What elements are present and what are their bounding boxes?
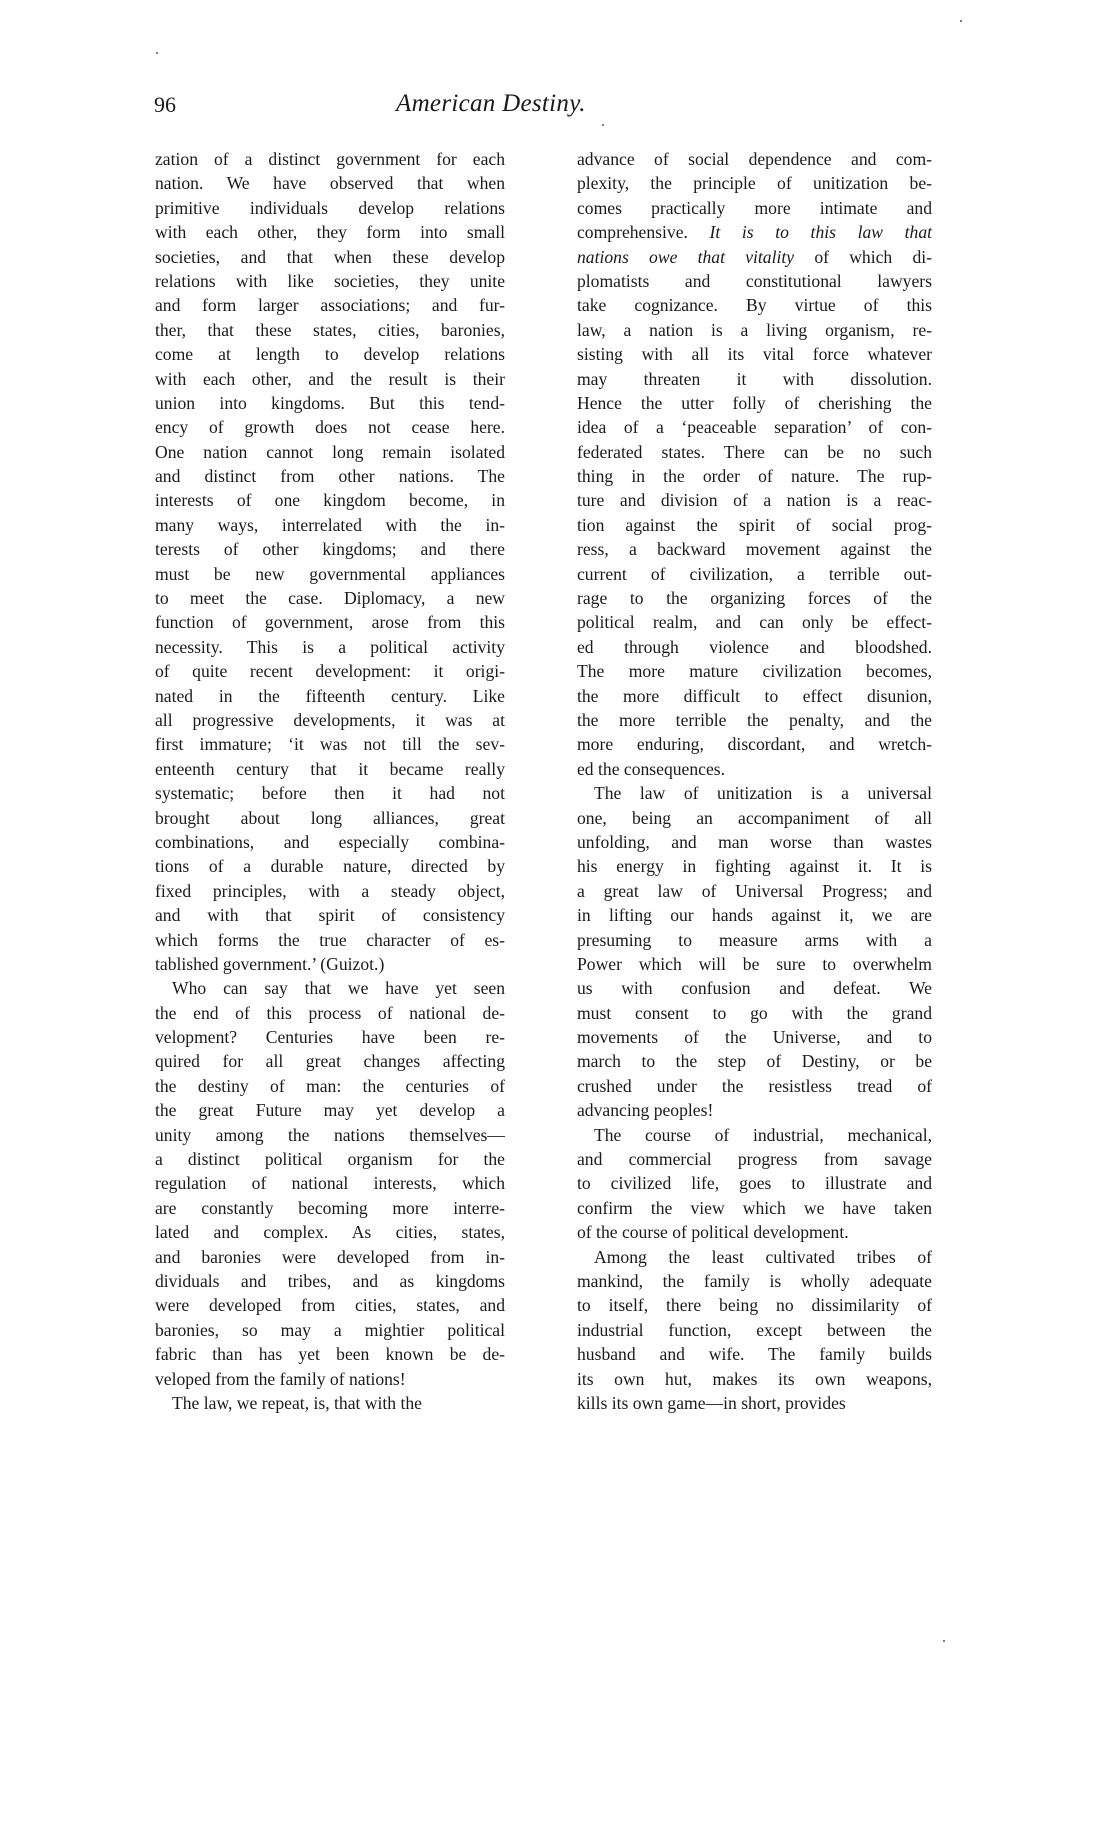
running-title: American Destiny.: [396, 90, 586, 117]
text-line: to itself, there being no dissimilarity of: [577, 1295, 932, 1316]
text-line: thing in the order of nature. The rup-: [577, 466, 932, 487]
text-line: enteenth century that it became really: [155, 758, 505, 779]
text-line: function of government, arose from this: [155, 612, 505, 633]
text-line: terests of other kingdoms; and there: [155, 539, 505, 560]
text-line: with each other, they form into small: [155, 222, 505, 243]
text-line: nation. We have observed that when: [155, 173, 505, 194]
text-line: his energy in fighting against it. It is: [577, 856, 932, 877]
text-line: a distinct political organism for the: [155, 1149, 505, 1170]
text-line: take cognizance. By virtue of this: [577, 295, 932, 316]
text-line: and commercial progress from savage: [577, 1149, 932, 1170]
text-line: are constantly becoming more interre-: [155, 1197, 505, 1218]
text-line: nations owe that vitality of which di-: [577, 246, 932, 267]
text-line: kills its own game—in short, provides: [577, 1392, 846, 1413]
text-line: lated and complex. As cities, states,: [155, 1222, 505, 1243]
text-line: Among the least cultivated tribes of: [594, 1246, 932, 1267]
text-line: tablished government.’ (Guizot.): [155, 953, 385, 974]
text-line: husband and wife. The family builds: [577, 1344, 932, 1365]
text-line: and form larger associations; and fur-: [155, 295, 505, 316]
text-line: relations with like societies, they unite: [155, 270, 505, 291]
text-line: the more difficult to effect disunion,: [577, 685, 932, 706]
text-line: the end of this process of national de-: [155, 1002, 505, 1023]
text-line: plexity, the principle of unitization be-: [577, 173, 932, 194]
text-line: with each other, and the result is their: [155, 368, 505, 389]
text-line: plomatists and constitutional lawyers: [577, 270, 932, 291]
text-line: tions of a durable nature, directed by: [155, 856, 505, 877]
text-line: veloped from the family of nations!: [155, 1368, 406, 1389]
text-line: societies, and that when these develop: [155, 246, 505, 267]
text-line: sisting with all its vital force whatever: [577, 344, 932, 365]
text-line: combinations, and especially combina-: [155, 831, 505, 852]
text-line: ed through violence and bloodshed.: [577, 636, 932, 657]
text-line: the more terrible the penalty, and the: [577, 709, 932, 730]
text-line: Power which will be sure to overwhelm: [577, 953, 932, 974]
text-line: which forms the true character of es-: [155, 929, 505, 950]
running-head: [154, 92, 854, 126]
text-line: first immature; ‘it was not till the sev-: [155, 734, 505, 755]
text-line: in lifting our hands against it, we are: [577, 905, 932, 926]
text-line: primitive individuals develop relations: [155, 197, 505, 218]
text-line: political realm, and can only be effect-: [577, 612, 932, 633]
text-line: tion against the spirit of social prog-: [577, 514, 932, 535]
text-line: Who can say that we have yet seen: [172, 978, 505, 999]
text-line: us with confusion and defeat. We: [577, 978, 932, 999]
text-line: ther, that these states, cities, baronies,: [155, 319, 505, 340]
text-line: advance of social dependence and com-: [577, 149, 932, 169]
text-line: dividuals and tribes, and as kingdoms: [155, 1270, 505, 1291]
text-line: many ways, interrelated with the in-: [155, 514, 505, 535]
text-line: Hence the utter folly of cherishing the: [577, 392, 932, 413]
scan-speck: [960, 20, 962, 22]
text-line: the destiny of man: the centuries of: [155, 1075, 505, 1096]
text-line: unity among the nations themselves—: [155, 1124, 505, 1145]
left-text-column: [155, 147, 505, 1415]
text-line: rage to the organizing forces of the: [577, 588, 932, 609]
text-line: come at length to develop relations: [155, 344, 505, 365]
text-line: union into kingdoms. But this tend-: [155, 392, 505, 413]
text-line: idea of a ‘peaceable separation’ of con-: [577, 417, 932, 438]
text-line: may threaten it with dissolution.: [577, 368, 932, 389]
text-line: necessity. This is a political activity: [155, 636, 505, 657]
text-line: fixed principles, with a steady object,: [155, 880, 505, 901]
text-line: and distinct from other nations. The: [155, 466, 505, 487]
text-line: law, a nation is a living organism, re-: [577, 319, 932, 340]
text-line: comes practically more intimate and: [577, 197, 932, 218]
text-line: One nation cannot long remain isolated: [155, 441, 505, 462]
text-line: The course of industrial, mechanical,: [594, 1124, 932, 1145]
text-line: current of civilization, a terrible out-: [577, 563, 932, 584]
text-line: one, being an accompaniment of all: [577, 807, 932, 828]
text-line: nated in the fifteenth century. Like: [155, 685, 505, 706]
text-line: a great law of Universal Progress; and: [577, 880, 932, 901]
text-line: to civilized life, goes to illustrate and: [577, 1173, 932, 1194]
text-line: industrial function, except between the: [577, 1319, 932, 1340]
text-line: brought about long alliances, great: [155, 807, 505, 828]
text-line: crushed under the resistless tread of: [577, 1075, 932, 1096]
text-line: the great Future may yet develop a: [155, 1100, 505, 1121]
right-text-column: [577, 147, 932, 1415]
text-line: march to the step of Destiny, or be: [577, 1051, 932, 1072]
text-line: federated states. There can be no such: [577, 441, 932, 462]
text-line: baronies, so may a mightier political: [155, 1319, 505, 1340]
paragraph: [577, 1123, 932, 1245]
text-line: regulation of national interests, which: [155, 1173, 505, 1194]
text-line: confirm the view which we have taken: [577, 1197, 932, 1218]
text-line: all progressive developments, it was at: [155, 709, 505, 730]
text-line: ture and division of a nation is a reac-: [577, 490, 932, 511]
text-line: of quite recent development: it origi-: [155, 661, 505, 682]
text-line: ency of growth does not cease here.: [155, 417, 505, 438]
text-line: movements of the Universe, and to: [577, 1027, 932, 1048]
paragraph: [577, 781, 932, 1122]
page-number: 96: [154, 92, 176, 117]
text-line: were developed from cities, states, and: [155, 1295, 505, 1316]
text-line: systematic; before then it had not: [155, 783, 505, 804]
text-line: The law, we repeat, is, that with the: [172, 1392, 422, 1413]
text-line: unfolding, and man worse than wastes: [577, 831, 932, 852]
text-line: quired for all great changes affecting: [155, 1051, 505, 1072]
text-line: more enduring, discordant, and wretch-: [577, 734, 932, 755]
text-line: of the course of political development.: [577, 1222, 849, 1243]
text-line: comprehensive. It is to this law that: [577, 222, 933, 243]
text-line: advancing peoples!: [577, 1100, 714, 1121]
paragraph: [155, 976, 505, 1391]
text-line: and with that spirit of consistency: [155, 905, 505, 926]
text-line: ed the consequences.: [577, 758, 726, 779]
text-line: and baronies were developed from in-: [155, 1246, 505, 1267]
text-line: must consent to go with the grand: [577, 1002, 932, 1023]
paragraph: [155, 1391, 505, 1415]
text-line: zation of a distinct government for each: [155, 149, 505, 169]
scan-speck: [943, 1640, 945, 1642]
text-line: velopment? Centuries have been re-: [155, 1027, 505, 1048]
text-line: must be new governmental appliances: [155, 563, 505, 584]
scan-speck: [156, 52, 158, 54]
text-line: ress, a backward movement against the: [577, 539, 932, 560]
text-line: its own hut, makes its own weapons,: [577, 1368, 932, 1389]
text-line: The more mature civilization becomes,: [577, 661, 932, 682]
text-line: mankind, the family is wholly adequate: [577, 1270, 932, 1291]
text-line: presuming to measure arms with a: [577, 929, 932, 950]
text-line: to meet the case. Diplomacy, a new: [155, 588, 505, 609]
scan-speck: [602, 124, 604, 126]
paragraph: [155, 147, 505, 976]
text-line: interests of one kingdom become, in: [155, 490, 505, 511]
text-line: The law of unitization is a universal: [594, 783, 932, 804]
paragraph: [577, 147, 932, 781]
paragraph: [577, 1245, 932, 1416]
text-line: fabric than has yet been known be de-: [155, 1344, 505, 1365]
